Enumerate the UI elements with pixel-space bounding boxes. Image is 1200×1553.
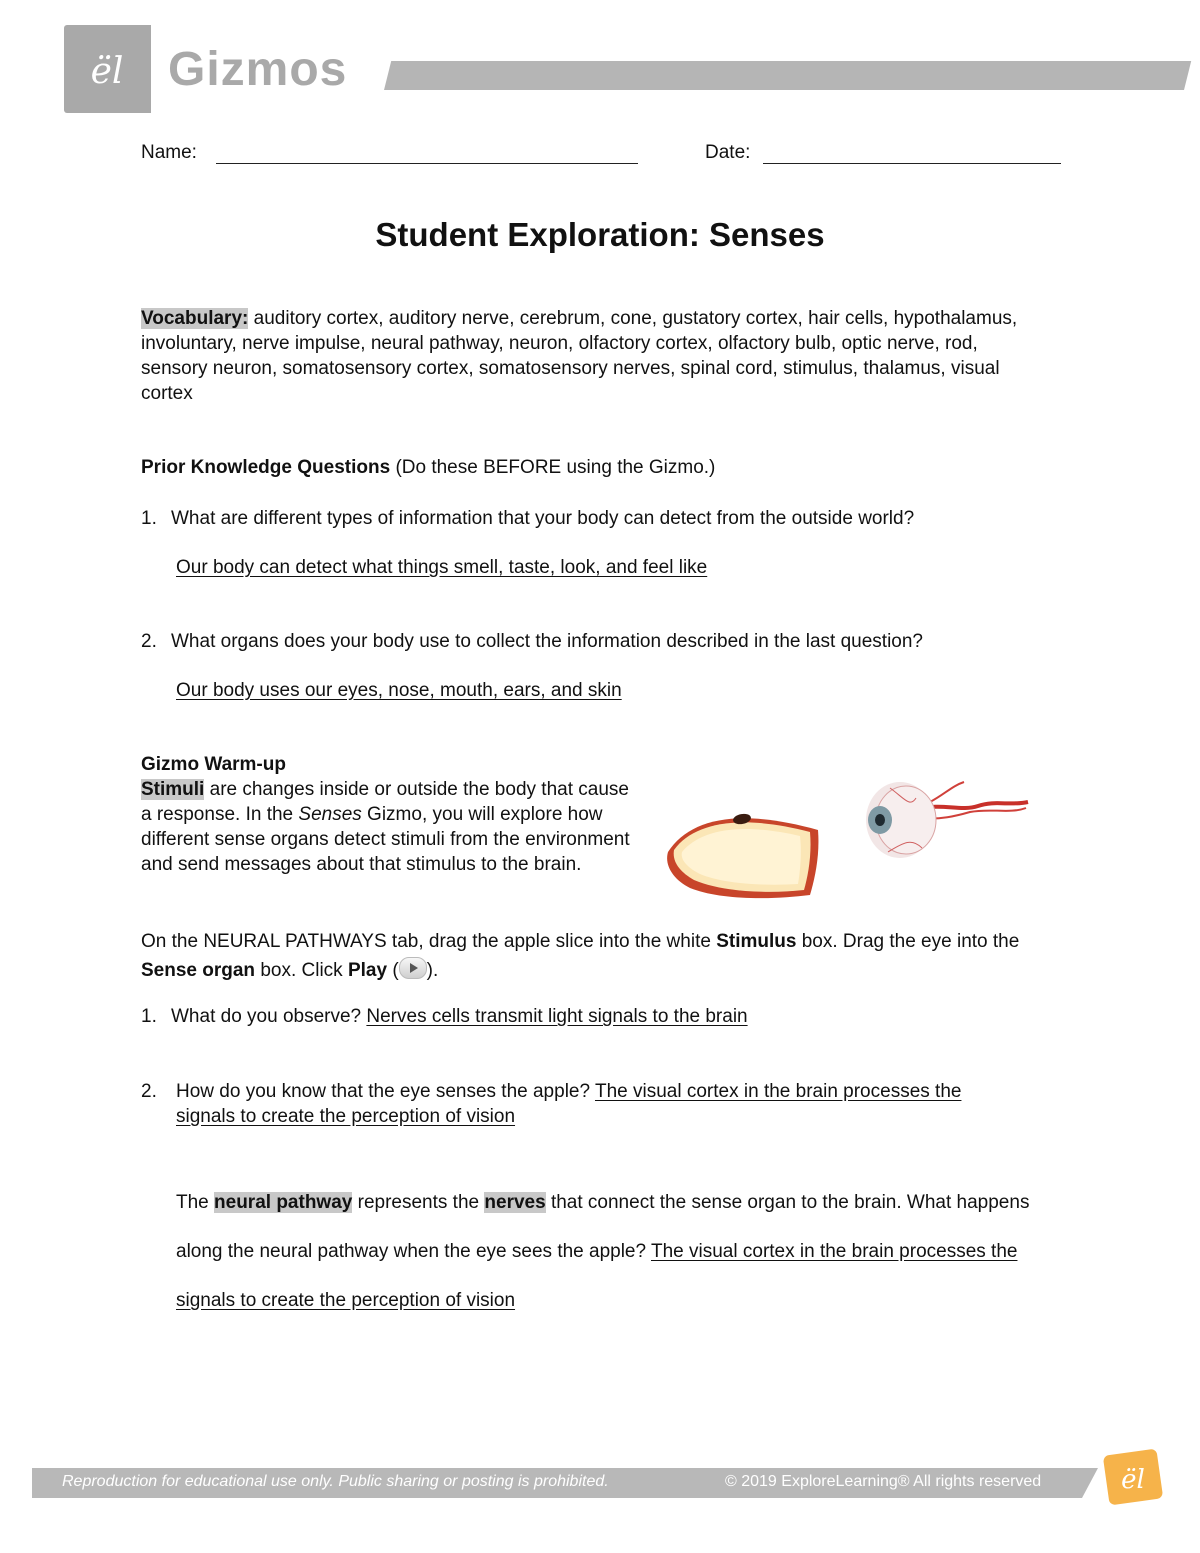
answer-text[interactable]: The visual cortex in the brain processes the signals to create the perception of vision (176, 1081, 962, 1127)
vocabulary-section (141, 306, 1041, 406)
question-text: What do you observe? (171, 1006, 367, 1027)
instruction-text-1: On the NEURAL PATHWAYS tab, drag the apple slice into the white (141, 931, 717, 952)
warmup-question-1 (141, 1004, 1041, 1029)
instruction-text-3: box. Click (255, 960, 348, 981)
header-bar (384, 61, 1191, 90)
pathway-text-1: The (176, 1192, 215, 1213)
question-number: 2. (141, 1081, 157, 1102)
intro-text-1: are changes inside or outside the body that cause a response. In the (141, 779, 629, 825)
stimulus-box-term: Stimulus (716, 931, 797, 952)
pk-question-2 (141, 629, 1041, 654)
prior-knowledge-heading (141, 455, 1041, 480)
svg-text:ël: ël (90, 51, 124, 92)
question-text: How do you know that the eye senses the apple? (176, 1081, 595, 1102)
sense-organ-term: Sense organ (141, 960, 256, 981)
pk-question-1 (141, 506, 1041, 531)
eye-image[interactable] (860, 768, 1035, 863)
warmup-instructions (141, 927, 1041, 985)
explorelearning-logo-icon (1098, 1448, 1168, 1506)
prior-knowledge-title: Prior Knowledge Questions (141, 457, 391, 478)
page-title: Student Exploration: Senses (375, 216, 825, 253)
play-term: Play (347, 960, 388, 981)
warmup-heading: Gizmo Warm-up (141, 754, 286, 775)
question-number: 2. (141, 631, 157, 652)
instruction-paren-close: ). (426, 960, 439, 981)
prior-knowledge-note: (Do these BEFORE using the Gizmo.) (395, 457, 716, 478)
instruction-text-2: box. Drag the eye into the (796, 931, 1020, 952)
intro-text-2: Gizmo, you will explore how different sense organs detect stimuli from the environment and send messages about that stimulus to the brain. (141, 804, 630, 875)
gizmos-logo-mark (64, 25, 151, 113)
date-field[interactable] (763, 163, 1061, 164)
gizmo-name: Senses (298, 804, 362, 825)
gizmos-wordmark: Gizmos (168, 43, 348, 96)
vocabulary-label: Vocabulary: (141, 308, 249, 329)
warmup-question-2 (141, 1079, 1021, 1129)
question-text: What organs does your body use to collect the information described in the last question? (171, 631, 923, 652)
question-number: 1. (141, 508, 157, 529)
apple-slice-image[interactable] (660, 800, 825, 905)
name-label: Name: (141, 142, 197, 163)
name-field[interactable] (216, 163, 638, 164)
pathway-text-3: that connect the sense organ to the brain. What happens along the neural pathway when the eye sees the apple? (176, 1192, 1030, 1262)
stimuli-term: Stimuli (141, 779, 205, 800)
svg-text:ël: ël (1121, 1465, 1145, 1495)
answer-text[interactable]: The visual cortex in the brain processes the signals to create the perception of vision (176, 1241, 1018, 1311)
warmup-section (141, 752, 631, 877)
pathway-text-2: represents the (352, 1192, 485, 1213)
answer-text: Our body uses our eyes, nose, mouth, ears, and skin (176, 680, 622, 701)
answer-text[interactable]: Nerves cells transmit light signals to the brain (366, 1006, 748, 1027)
neural-pathway-term: neural pathway (214, 1192, 353, 1213)
pk-answer-2[interactable] (176, 678, 1046, 703)
warmup-intro (141, 777, 631, 877)
question-number: 1. (141, 1006, 157, 1027)
question-text: What are different types of information that your body can detect from the outside world? (171, 508, 915, 529)
instruction-paren-open: ( (387, 960, 399, 981)
footer-notice: Reproduction for educational use only. Public sharing or posting is prohibited. (62, 1473, 609, 1490)
el-logo-icon (64, 25, 151, 113)
date-label: Date: (705, 142, 751, 163)
pk-answer-1[interactable] (176, 555, 1046, 580)
vocabulary-terms: auditory cortex, auditory nerve, cerebrum, cone, gustatory cortex, hair cells, hypothalamus, involuntary, nerve impulse, neural pathway, neuron, olfactory cortex, olfactory bulb, optic nerve, rod, sensory neuron, somatosensory cortex, somatosensory nerves, spinal cord, stimulus, thalamus, visual cortex (141, 308, 1018, 404)
footer-copyright: © 2019 ExploreLearning® All rights reserved (725, 1473, 1042, 1490)
play-icon (399, 957, 427, 979)
neural-pathway-question (176, 1178, 1066, 1325)
answer-text: Our body can detect what things smell, taste, look, and feel like (176, 557, 708, 578)
nerves-term: nerves (484, 1192, 546, 1213)
